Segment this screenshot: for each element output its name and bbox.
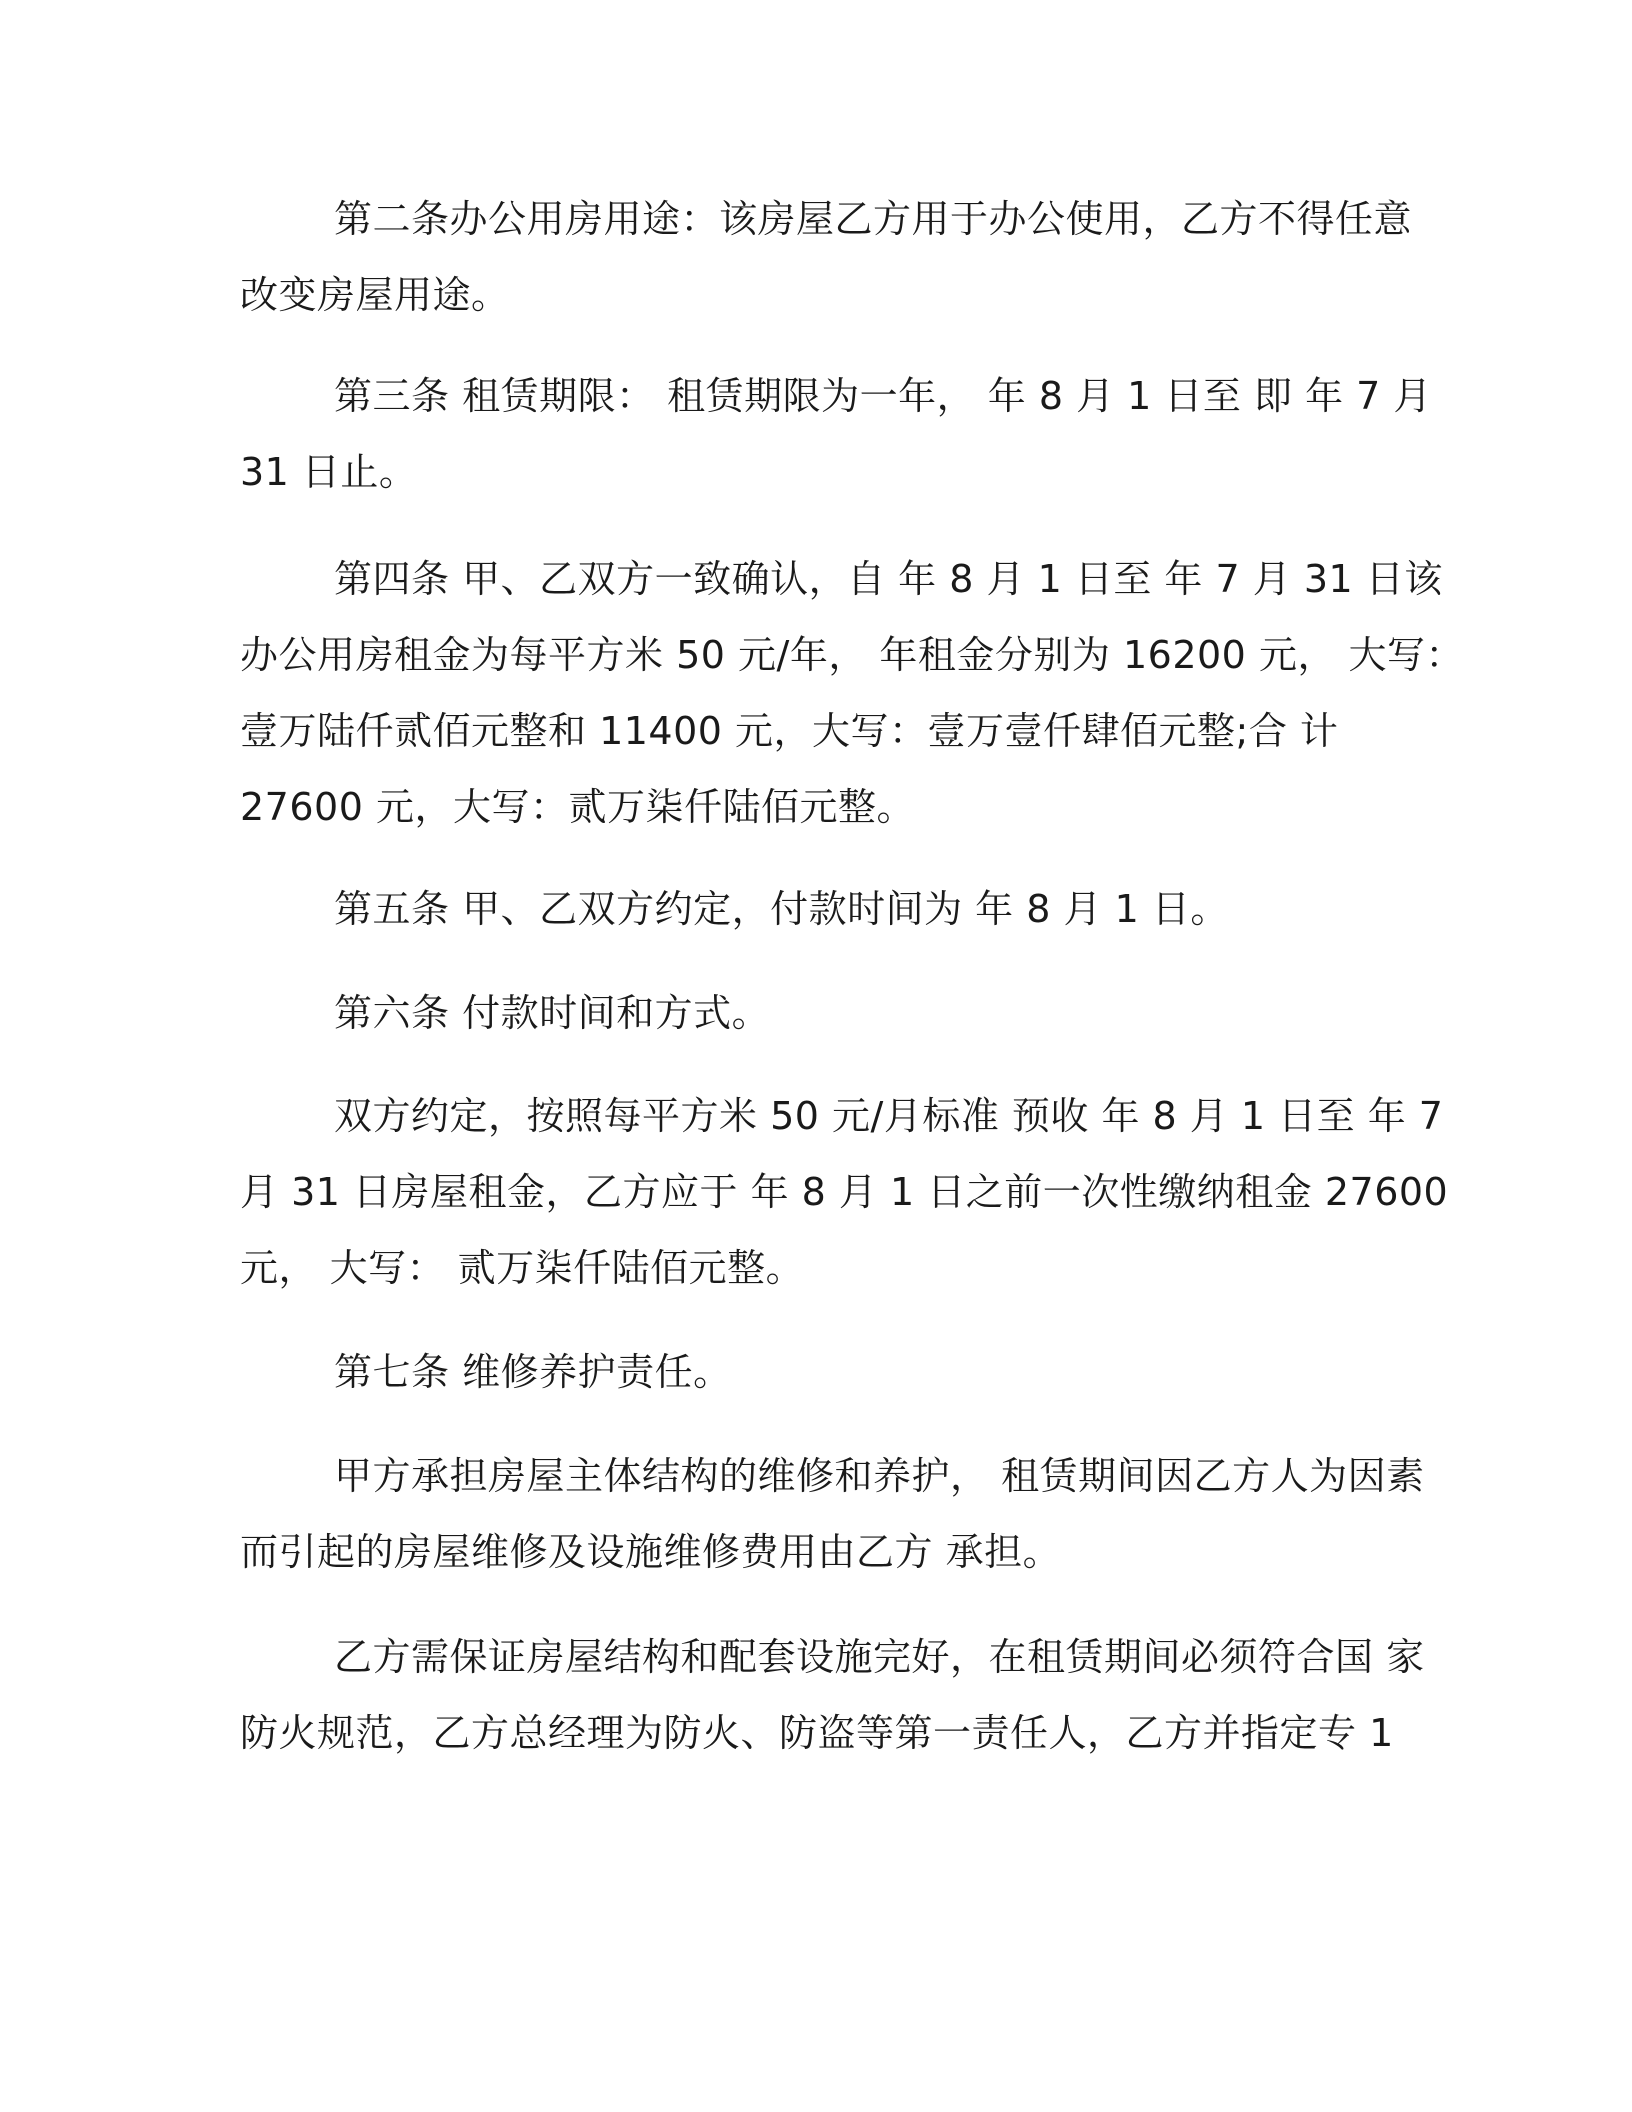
- text-line: 改变房屋用途。: [240, 273, 510, 317]
- text-line: 27600 元，大写：贰万柒仟陆佰元整。: [240, 785, 915, 829]
- text-line: 第三条 租赁期限： 租赁期限为一年， 年 8 月 1 日至 即 年 7 月: [334, 374, 1432, 418]
- text-line: 而引起的房屋维修及设施维修费用由乙方 承担。: [240, 1530, 1062, 1574]
- text-line: 月 31 日房屋租金，乙方应于 年 8 月 1 日之前一次性缴纳租金 27600: [240, 1170, 1449, 1214]
- text-line: 办公用房租金为每平方米 50 元/年， 年租金分别为 16200 元， 大写：: [240, 633, 1465, 677]
- text-line: 防火规范，乙方总经理为防火、防盗等第一责任人，乙方并指定专 1: [240, 1711, 1394, 1755]
- text-line: 第五条 甲、乙双方约定，付款时间为 年 8 月 1 日。: [334, 887, 1229, 931]
- text-line: 元， 大写： 贰万柒仟陆佰元整。: [240, 1246, 805, 1290]
- text-line: 乙方需保证房屋结构和配套设施完好，在租赁期间必须符合国 家: [334, 1635, 1425, 1679]
- text-line: 31 日止。: [240, 450, 418, 494]
- text-line: 第六条 付款时间和方式。: [334, 991, 771, 1035]
- text-line: 第二条办公用房用途：该房屋乙方用于办公使用，乙方不得任意: [334, 197, 1413, 241]
- text-line: 甲方承担房屋主体结构的维修和养护， 租赁期间因乙方人为因素: [334, 1454, 1425, 1498]
- text-line: 双方约定，按照每平方米 50 元/月标准 预收 年 8 月 1 日至 年 7: [334, 1094, 1444, 1138]
- text-line: 第四条 甲、乙双方一致确认，自 年 8 月 1 日至 年 7 月 31 日该: [334, 557, 1443, 601]
- text-line: 第七条 维修养护责任。: [334, 1350, 732, 1394]
- text-line: 壹万陆仟贰佰元整和 11400 元，大写：壹万壹仟肆佰元整;合 计: [240, 709, 1339, 753]
